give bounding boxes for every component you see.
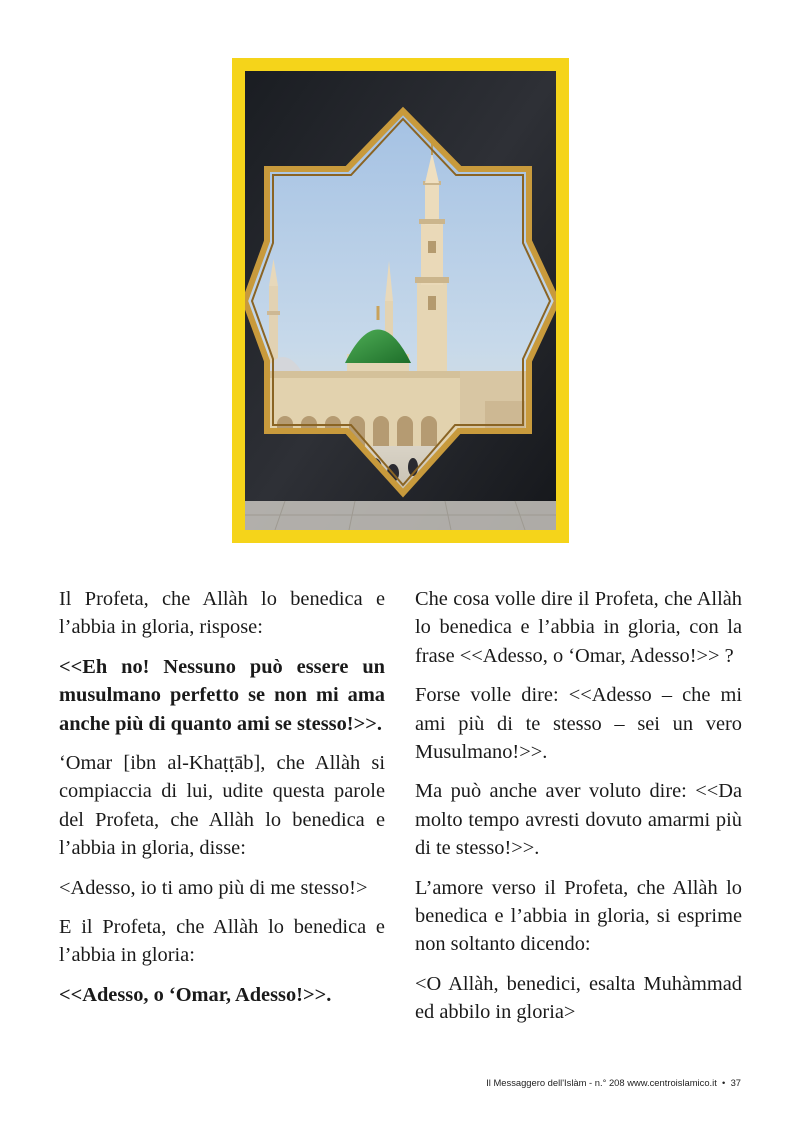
page-number: 37	[730, 1077, 741, 1088]
right-paragraph-5: <O Allàh, benedici, esalta Muhàmmad ed abbilo in gloria>	[415, 972, 742, 1024]
mosque-illustration	[245, 71, 556, 530]
mosque-photo	[245, 71, 556, 530]
page-footer	[420, 1077, 741, 1088]
left-paragraph-6-quote: <<Adesso, o ‘Omar, Adesso!>>.	[59, 983, 332, 1006]
right-paragraph-4: L’amore verso il Profeta, che Allàh lo benedica e l’abbia in gloria, si esprime non soltanto dicendo:	[415, 876, 742, 956]
left-column	[59, 585, 385, 1020]
right-paragraph-1: Che cosa volle dire il Profeta, che Allàh lo benedica e l’abbia in gloria, con la frase <<Adesso, o ‘Omar, Adesso!>> ?	[415, 588, 742, 667]
left-paragraph-3: ‘Omar [ibn al-Khaṭṭāb], che Allàh si compiaccia di lui, udite questa parole del Profeta, che Allàh lo benedica e l’abbia in gloria, disse:	[59, 752, 385, 860]
left-paragraph-4: <Adesso, io ti amo più di me stesso!>	[59, 876, 368, 899]
footer-separator: •	[722, 1077, 726, 1088]
left-paragraph-5: E il Profeta, che Allàh lo benedica e l’abbia in gloria:	[59, 916, 385, 967]
right-paragraph-3: Ma può anche aver voluto dire: <<Da molto tempo avresti dovuto amarmi più di te stesso!>>.	[415, 780, 742, 860]
footer-publication: Il Messaggero dell'Islàm - n.° 208	[486, 1077, 625, 1088]
right-column	[415, 585, 742, 1038]
left-paragraph-1: Il Profeta, che Allàh lo benedica e l’abbia in gloria, rispose:	[59, 588, 385, 639]
left-paragraph-2-quote: <<Eh no! Nessuno può essere un musulmano perfetto se non mi ama anche più di quanto ami se stesso!>>.	[59, 655, 385, 735]
photo-yellow-frame	[232, 58, 569, 543]
footer-website: www.centroislamico.it	[627, 1077, 717, 1088]
right-paragraph-2: Forse volle dire: <<Adesso – che mi ami più di te stesso – sei un vero Musulmano!>>.	[415, 684, 742, 764]
